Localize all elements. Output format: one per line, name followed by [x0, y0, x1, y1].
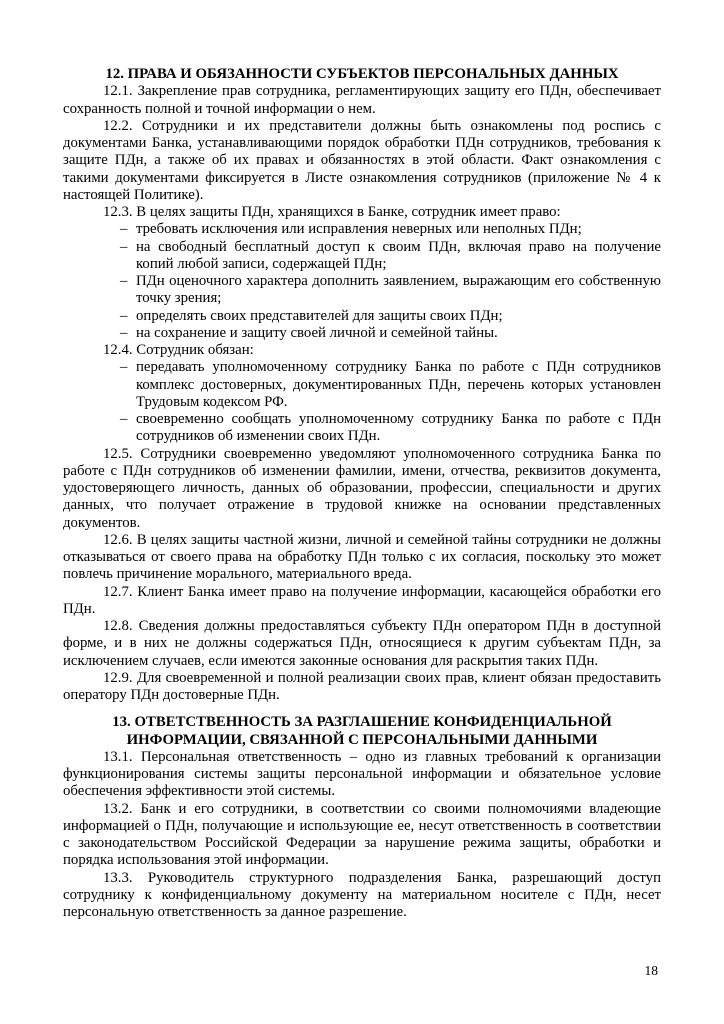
paragraph-13-2: 13.2. Банк и его сотрудники, в соответствии со своими полномочиями владеющие информацией о ПДн, получающие и использующие ее, несут ответственность в соответствии с законодательством Российской Федерации за нарушение режима защиты, обработки и порядка использования этой информации. — [63, 800, 661, 869]
list-item — [120, 221, 661, 238]
dash-marker: – — [120, 273, 128, 289]
list-item — [120, 325, 661, 342]
list-item-text: своевременно сообщать уполномоченному сотруднику Банка по работе с ПДн сотрудников об изменении своих ПДн. — [136, 411, 661, 445]
list-item-text: передавать уполномоченному сотруднику Банка по работе с ПДн сотрудников комплекс достоверных, документированных ПДн, перечень которых установлен Трудовым кодексом РФ. — [136, 359, 661, 410]
section-13-heading-line2: ИНФОРМАЦИИ, СВЯЗАННОЙ С ПЕРСОНАЛЬНЫМИ ДАННЫМИ — [126, 731, 598, 748]
page-number: 18 — [644, 963, 658, 978]
section-13-heading — [63, 714, 661, 749]
employee-rights-list — [63, 221, 661, 342]
paragraph-13-1: 13.1. Персональная ответственность – одно из главных требований к организации функционирования системы защиты персональной информации и обязательное условие обеспечения эффективности этой системы. — [63, 748, 661, 800]
dash-marker: – — [120, 221, 128, 238]
list-item — [120, 411, 661, 446]
paragraph-12-1: 12.1. Закрепление прав сотрудника, регламентирующих защиту его ПДн, обеспечивает сохранность полной и точной информации о нем. — [63, 83, 661, 117]
paragraph-12-3: 12.3. В целях защиты ПДн, хранящихся в Банке, сотрудник имеет право: — [103, 204, 561, 220]
section-13-heading-line1: 13. ОТВЕТСТВЕННОСТЬ ЗА РАЗГЛАШЕНИЕ КОНФИДЕНЦИАЛЬНОЙ — [112, 714, 612, 731]
list-item — [120, 239, 661, 274]
list-item-text: на свободный бесплатный доступ к своим ПДн, включая право на получение копий любой записи, содержащей ПДн; — [136, 238, 661, 272]
dash-marker: – — [120, 307, 128, 324]
dash-marker: – — [120, 359, 128, 376]
paragraph-12-5: 12.5. Сотрудники своевременно уведомляют уполномоченного сотрудника Банка по работе с ПДн сотрудников об изменении фамилии, имени, отчества, реквизитов документа, удостоверяющего личность, данных об образовании, профессии, специальности и других данных, что получает отражение в трудовой книжке на основании представленных документов. — [63, 445, 661, 531]
dash-marker: – — [120, 411, 128, 427]
list-item-text: определять своих представителей для защиты своих ПДн; — [136, 307, 503, 324]
list-item-text: ПДн оценочного характера дополнить заявлением, выражающим его собственную точку зрения; — [136, 273, 661, 307]
list-item — [120, 273, 661, 308]
employee-duties-list — [63, 359, 661, 445]
paragraph-12-7: 12.7. Клиент Банка имеет право на получение информации, касающейся обработки его ПДн. — [63, 583, 661, 617]
section-12-heading: 12. ПРАВА И ОБЯЗАННОСТИ СУБЪЕКТОВ ПЕРСОНАЛЬНЫХ ДАННЫХ — [105, 66, 619, 82]
list-item — [120, 359, 661, 411]
dash-marker: – — [120, 238, 128, 255]
dash-marker: – — [120, 324, 128, 341]
paragraph-12-4: 12.4. Сотрудник обязан: — [103, 342, 254, 358]
paragraph-13-3: 13.3. Руководитель структурного подразделения Банка, разрешающий доступ сотруднику к конфиденциальному документу на материальном носителе с ПДн, несет персональную ответственность за данное разрешение. — [63, 869, 661, 920]
paragraph-12-9: 12.9. Для своевременной и полной реализации своих прав, клиент обязан предоставить оператору ПДн достоверные ПДн. — [63, 669, 661, 703]
list-item-text: требовать исключения или исправления неверных или неполных ПДн; — [136, 221, 582, 238]
paragraph-12-2: 12.2. Сотрудники и их представители должны быть ознакомлены под роспись с документами Банка, устанавливающими порядок обработки ПДн сотрудников, требования к защите ПДн, а также об их правах и обязанностях в этой области. Факт ознакомления с такими документами фиксируется в Листе ознакомления сотрудников (приложение № 4 к настоящей Политике). — [63, 117, 661, 203]
paragraph-12-8: 12.8. Сведения должны предоставляться субъекту ПДн оператором ПДн в доступной форме, и в них не должны содержаться ПДн, относящиеся к другим субъектам ПДн, за исключением случаев, если имеются законные основания для раскрытия таких ПДн. — [63, 618, 661, 669]
paragraph-12-6: 12.6. В целях защиты частной жизни, личной и семейной тайны сотрудники не должны отказываться от своего права на обработку ПДн только с их согласия, поскольку это может повлечь причинение морального, материального вреда. — [63, 531, 661, 583]
list-item-text: на сохранение и защиту своей личной и семейной тайны. — [136, 324, 498, 341]
list-item — [120, 308, 661, 325]
